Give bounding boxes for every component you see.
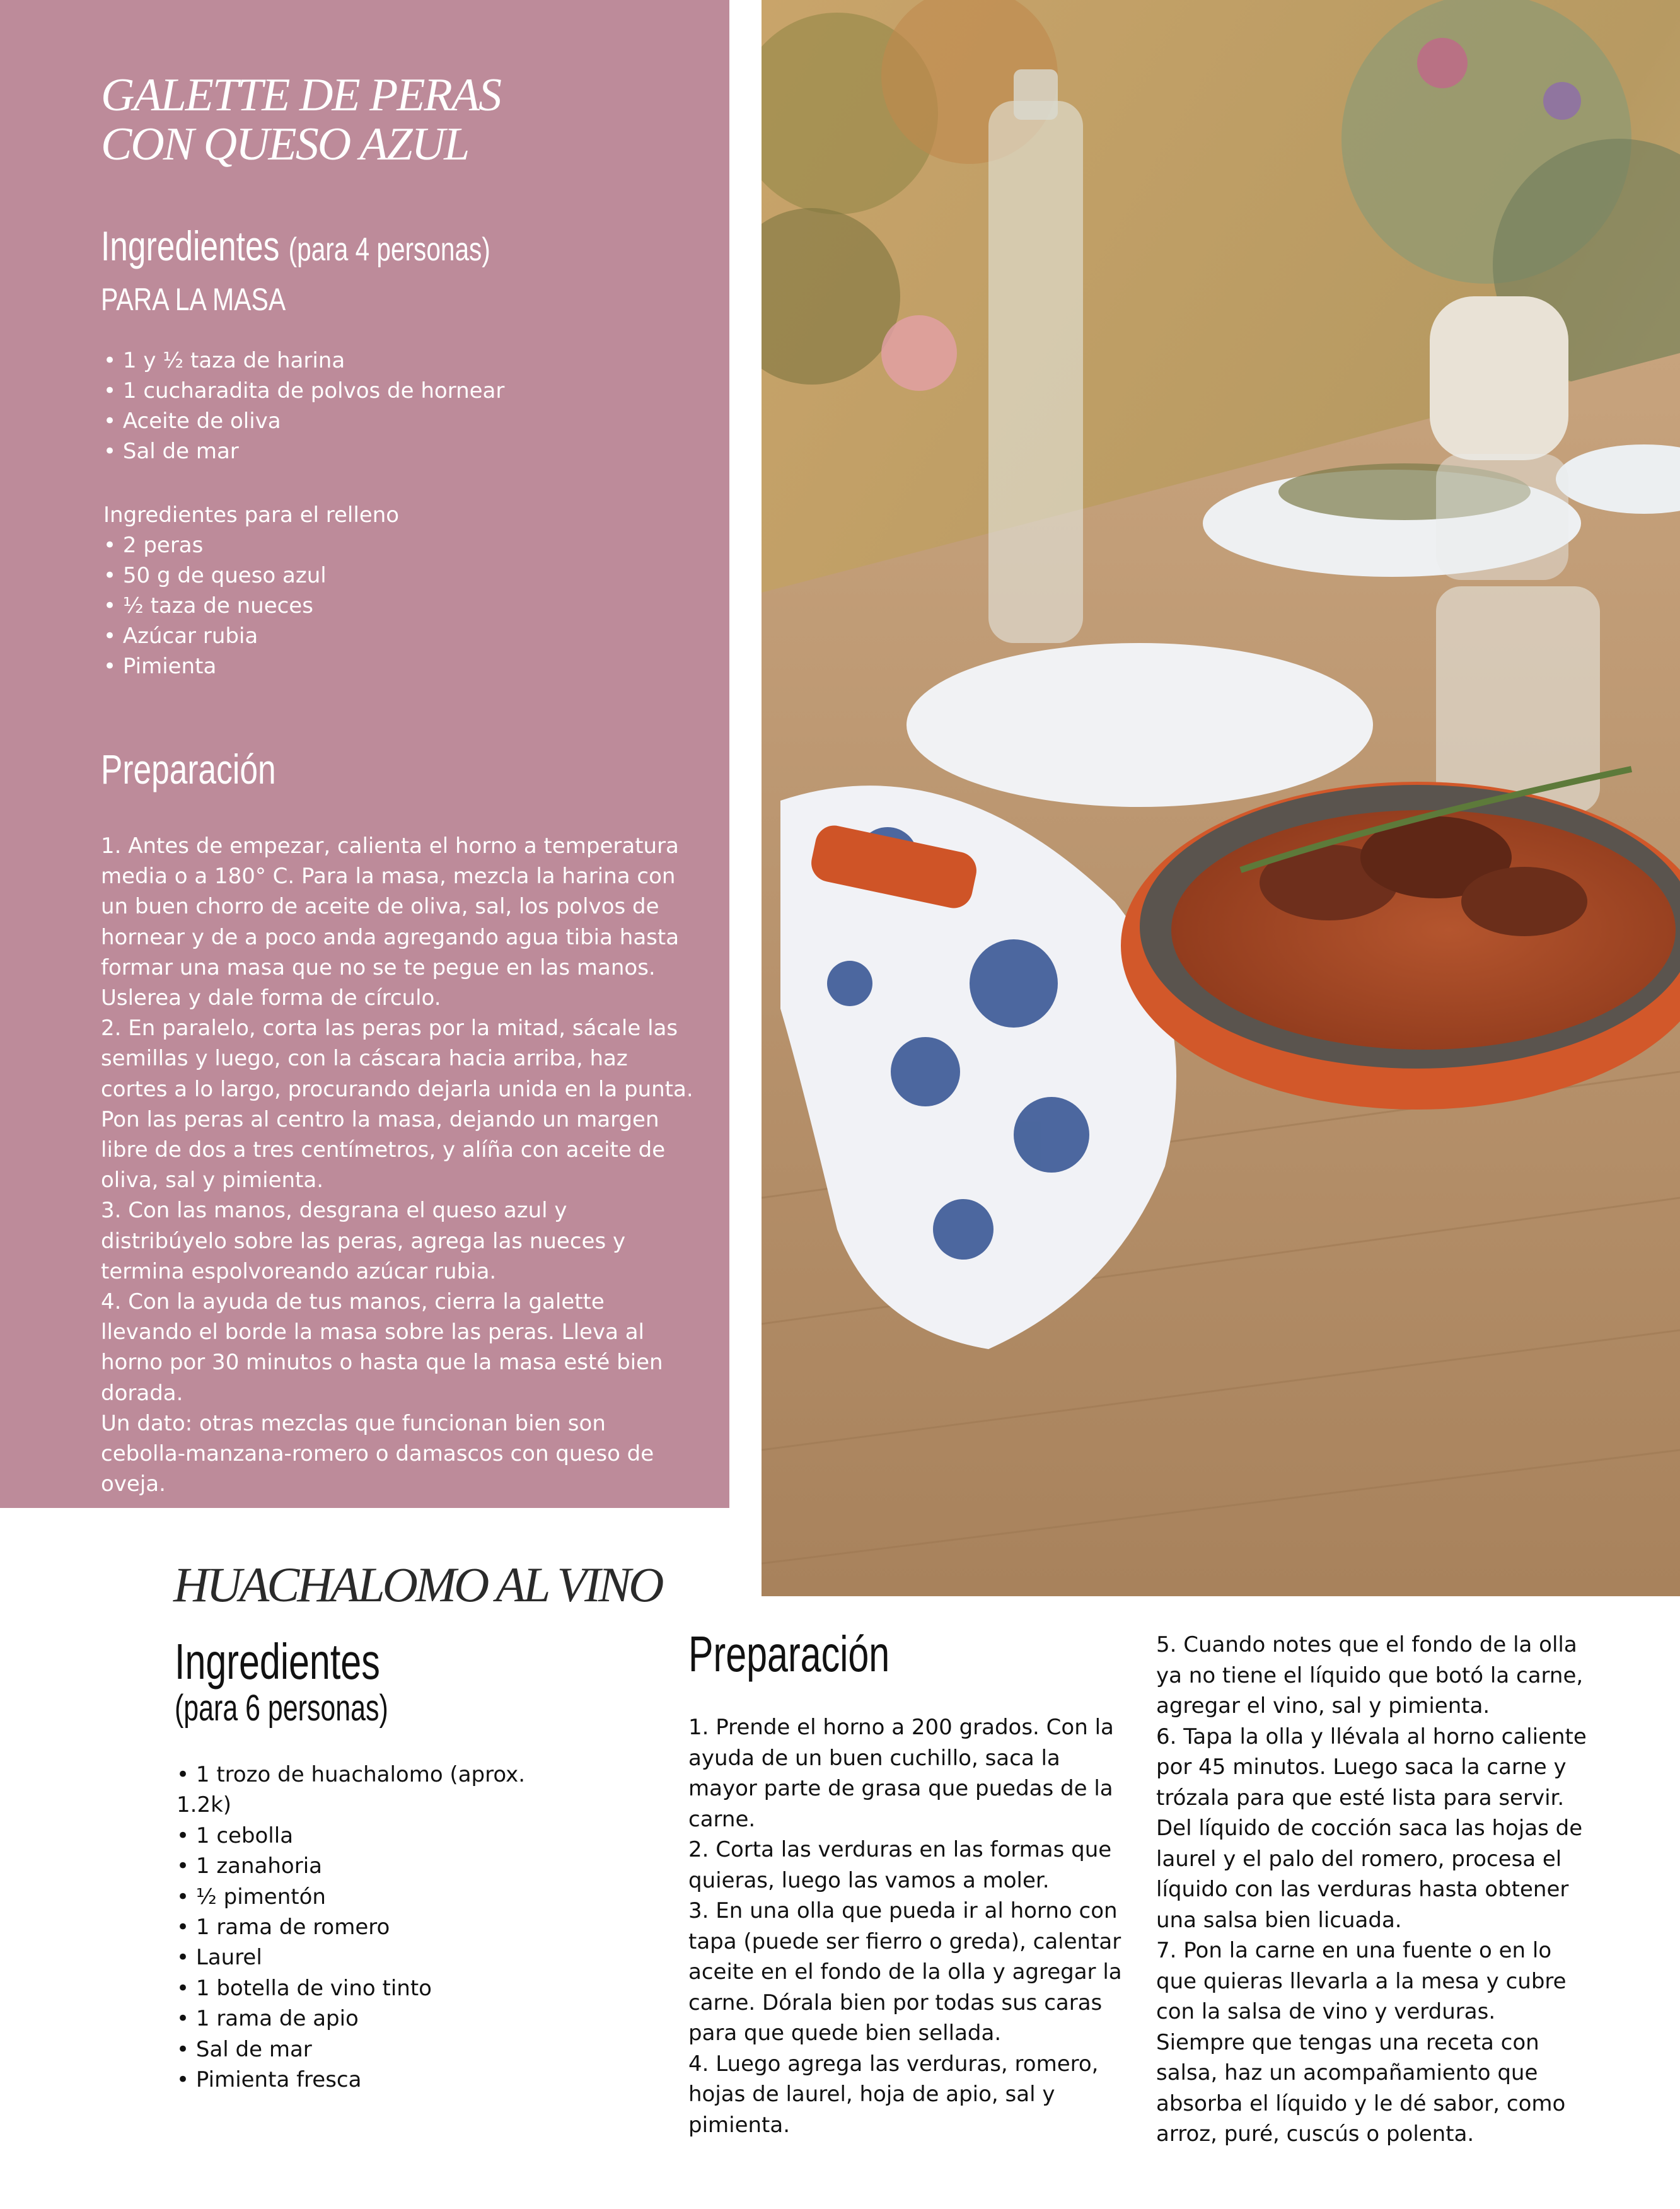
servings-text: (para 6 personas) <box>175 1688 388 1729</box>
list-item: • 1 rama de romero <box>177 1912 567 1942</box>
relleno-section <box>103 500 399 681</box>
list-item: • ½ pimentón <box>177 1882 567 1912</box>
step-paragraph: Pon las peras al centro la masa, dejando un margen libre de dos a tres centímetros, y alíña con aceite de oliva, sal y pimienta. <box>101 1106 666 1193</box>
step-paragraph: 4. Luego agrega las verduras, romero, hojas de laurel, hoja de apio, sal y pimienta. <box>688 2051 1099 2138</box>
list-item: • Aceite de oliva <box>103 406 504 436</box>
recipe-title-line-2: CON QUESO AZUL <box>101 119 469 170</box>
preparation-heading-huachalomo: Preparación <box>688 1626 890 1682</box>
huachalomo-ingredient-list <box>177 1760 567 2095</box>
ingredients-heading <box>101 222 490 270</box>
list-item: • Laurel <box>177 1942 567 1973</box>
step-paragraph: 5. Cuando notes que el fondo de la olla ya no tiene el líquido que botó la carne, agregar el vino, sal y pimienta. <box>1156 1632 1584 1719</box>
list-item: • 1 cebolla <box>177 1821 567 1851</box>
list-item: • Azúcar rubia <box>103 621 399 651</box>
relleno-ingredient-list <box>103 530 399 681</box>
list-item: • 1 botella de vino tinto <box>177 1973 567 2003</box>
list-item: • Sal de mar <box>103 436 504 467</box>
step-paragraph: 3. En una olla que pueda ir al horno con tapa (puede ser fierro o greda), calentar aceite en el fondo de la olla y agregar la carne. Dórala bien por todas sus caras para que quede bien sellada. <box>688 1898 1122 2046</box>
list-item: • 50 g de queso azul <box>103 560 399 591</box>
step-paragraph: 4. Con la ayuda de tus manos, cierra la galette llevando el borde la masa sobre las peras. Lleva al horno por 30 minutos o hasta que la masa esté bien dorada. <box>101 1289 663 1406</box>
step-paragraph: Siempre que tengas una receta con salsa, haz un acompañamiento que absorba el líquido y le dé sabor, como arroz, puré, cuscús o polenta. <box>1156 2029 1566 2147</box>
step-paragraph: Un dato: otras mezclas que funcionan bien son cebolla-manzana-romero o damascos con queso de oveja. <box>101 1410 654 1497</box>
list-item: • 1 trozo de huachalomo (aprox. 1.2k) <box>177 1760 567 1821</box>
servings-text: (para 4 personas) <box>288 231 490 268</box>
ingredients-heading-huachalomo <box>175 1634 388 1727</box>
list-item: • 1 rama de apio <box>177 2003 567 2034</box>
step-paragraph: 6. Tapa la olla y llévala al horno caliente por 45 minutos. Luego saca la carne y trózala para que esté lista para servir. Del líquido de cocción saca las hojas de laurel y el palo del romero, procesa el líquido con las verduras hasta obtener una salsa bien licuada. <box>1156 1724 1587 1933</box>
masa-heading: PARA LA MASA <box>101 282 286 317</box>
list-item: • Pimienta <box>103 651 399 681</box>
relleno-heading: Ingredientes para el relleno <box>103 502 400 528</box>
preparation-heading: Preparación <box>101 746 276 792</box>
step-paragraph: 1. Prende el horno a 200 grados. Con la ayuda de un buen cuchillo, saca la mayor parte de grasa que puedas de la carne. <box>688 1715 1114 1832</box>
list-item: • 1 y ½ taza de harina <box>103 345 504 376</box>
list-item: • 2 peras <box>103 530 399 560</box>
recipe-title-huachalomo: HUACHALOMO AL VINO <box>173 1557 662 1612</box>
step-paragraph: 7. Pon la carne en una fuente o en lo que quieras llevarla a la mesa y cubre con la salsa de vino y verduras. <box>1156 1938 1567 2024</box>
list-item: • Pimienta fresca <box>177 2065 567 2095</box>
recipe-title-line-1: GALETTE DE PERAS <box>101 69 501 121</box>
list-item: • ½ taza de nueces <box>103 591 399 621</box>
recipe-title <box>101 71 668 169</box>
list-item: • 1 zanahoria <box>177 1851 567 1881</box>
preparation-steps-column-1 <box>688 1712 1130 2140</box>
step-paragraph: 2. Corta las verduras en las formas que quieras, luego las vamos a moler. <box>688 1837 1112 1893</box>
huachalomo-photo-illustration <box>762 0 1680 1596</box>
ingredients-heading-text: Ingredientes <box>101 223 280 269</box>
ingredients-heading-text: Ingredientes <box>175 1633 380 1690</box>
recipe-panel-galette <box>0 0 729 1508</box>
step-paragraph: 3. Con las manos, desgrana el queso azul y distribúyelo sobre las peras, agrega las nueces y termina espolvoreando azúcar rubia. <box>101 1198 626 1284</box>
masa-ingredient-list <box>103 345 504 467</box>
preparation-steps <box>101 831 693 1499</box>
step-paragraph: 1. Antes de empezar, calienta el horno a temperatura media o a 180° C. Para la masa, mezcla la harina con un buen chorro de aceite de oliva, sal, los polvos de hornear y de a poco anda agregando agua tibia hasta formar una masa que no se te pegue en las manos. Uslerea y dale forma de círculo. <box>101 833 680 1011</box>
preparation-steps-column-2 <box>1156 1630 1597 2150</box>
food-photo <box>762 0 1680 1596</box>
list-item: • 1 cucharadita de polvos de hornear <box>103 376 504 406</box>
list-item: • Sal de mar <box>177 2034 567 2065</box>
step-paragraph: 2. En paralelo, corta las peras por la mitad, sácale las semillas y luego, con la cáscara hacia arriba, haz cortes a lo largo, procurando dejarla unida en la punta. <box>101 1016 693 1102</box>
